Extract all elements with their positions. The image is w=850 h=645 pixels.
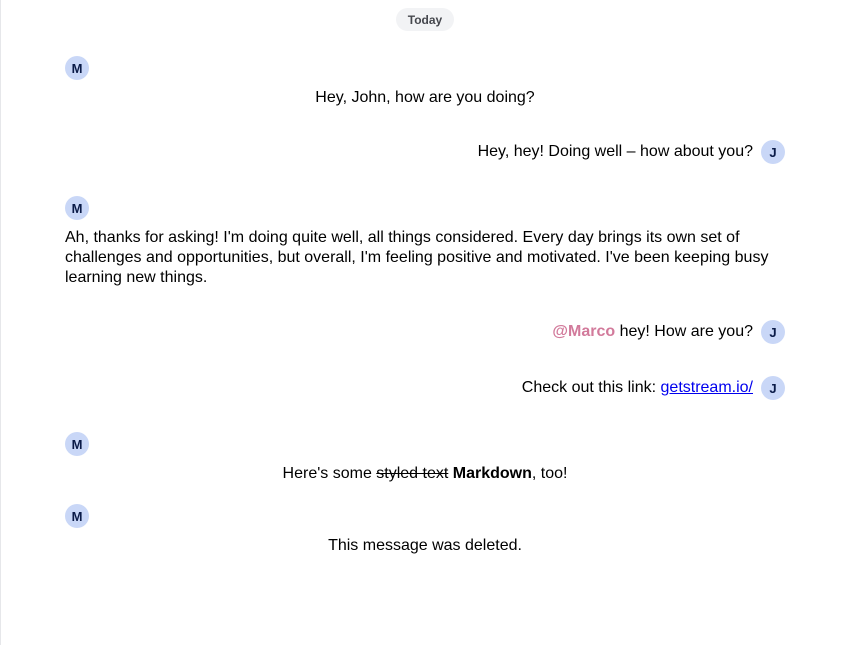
message-text: Ah, thanks for asking! I'm doing quite well, all things considered. Every day brings its own set of challenges and opportunities, but overall, I'm feeling positive and motivated. I've been keeping busy learning new things. (65, 229, 769, 286)
message-text: Hey, hey! Doing well – how about you? (477, 143, 753, 160)
message-link[interactable]: getstream.io/ (660, 379, 753, 396)
message-text: Hey, John, how are you doing? (315, 89, 535, 106)
avatar[interactable]: M (65, 504, 89, 528)
avatar[interactable]: M (65, 196, 89, 220)
panel-left-border (0, 0, 1, 645)
avatar[interactable]: J (761, 376, 785, 400)
deleted-message: This message was deleted. (328, 537, 522, 554)
avatar[interactable]: J (761, 320, 785, 344)
message-text (522, 378, 753, 398)
message-text (65, 464, 785, 484)
message-text (552, 322, 753, 342)
avatar[interactable]: J (761, 140, 785, 164)
user-mention[interactable]: @Marco (552, 323, 616, 340)
avatar[interactable]: M (65, 56, 89, 80)
message-body: hey! How are you? (615, 323, 753, 340)
message-body: , too! (531, 465, 568, 482)
message-body: Here's some (282, 465, 377, 482)
strikethrough-text: styled text (376, 465, 449, 482)
message-body: Check out this link: (521, 379, 661, 396)
date-separator: Today (396, 8, 454, 31)
avatar[interactable]: M (65, 432, 89, 456)
bold-text: Markdown (452, 465, 532, 482)
